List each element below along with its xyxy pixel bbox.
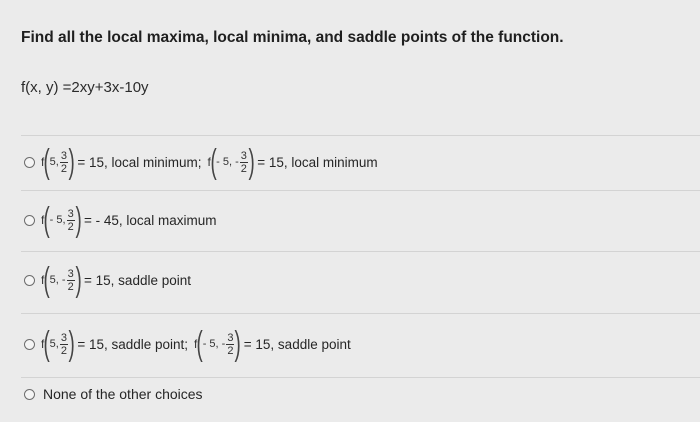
option-1-point-1: f ( 5, $\frac{3}{2}$ ) (41, 143, 75, 181)
fraction: $\frac{3}{2}$ (60, 149, 67, 175)
radio-button[interactable] (24, 215, 35, 226)
option-1-text-2: = 15, local minimum (257, 154, 378, 170)
radio-button[interactable] (24, 339, 35, 350)
radio-button[interactable] (24, 157, 35, 168)
question-text: Find all the local maxima, local minima, and saddle points of the function. (21, 29, 564, 46)
option-4-point-1: f ( 5, $\frac{3}{2}$ ) (41, 325, 75, 363)
fraction: $\frac{3}{2}$ (240, 149, 247, 175)
function-expression: f(x, y) =2xy+3x-10y (21, 79, 149, 96)
option-5[interactable] (24, 383, 690, 405)
option-2[interactable] (24, 198, 690, 242)
divider (21, 251, 700, 252)
option-4-text-1: = 15, saddle point; (77, 336, 189, 352)
fraction: $\frac{3}{2}$ (227, 331, 234, 357)
option-2-text-1: = - 45, local maximum (84, 212, 217, 228)
option-1-point-2: f ( - 5, - $\frac{3}{2}$ ) (207, 143, 255, 181)
option-3-text-1: = 15, saddle point (84, 272, 191, 288)
radio-button[interactable] (24, 389, 35, 400)
option-5-label: None of the other choices (43, 386, 203, 402)
divider (21, 313, 700, 314)
option-1[interactable] (24, 140, 690, 184)
divider (21, 190, 700, 191)
option-4[interactable] (24, 322, 690, 366)
fraction: $\frac{3}{2}$ (67, 267, 74, 293)
fraction: $\frac{3}{2}$ (60, 331, 67, 357)
option-3[interactable] (24, 258, 690, 302)
option-3-point-1: f ( 5, - $\frac{3}{2}$ ) (41, 261, 82, 299)
option-1-text-1: = 15, local minimum; (77, 154, 202, 170)
option-4-point-2: f ( - 5, - $\frac{3}{2}$ ) (194, 325, 242, 363)
divider (21, 135, 700, 136)
option-4-text-2: = 15, saddle point (243, 336, 351, 352)
option-2-point-1: f ( - 5, $\frac{3}{2}$ ) (41, 201, 82, 239)
fraction: $\frac{3}{2}$ (67, 207, 74, 233)
divider (21, 377, 700, 378)
radio-button[interactable] (24, 275, 35, 286)
